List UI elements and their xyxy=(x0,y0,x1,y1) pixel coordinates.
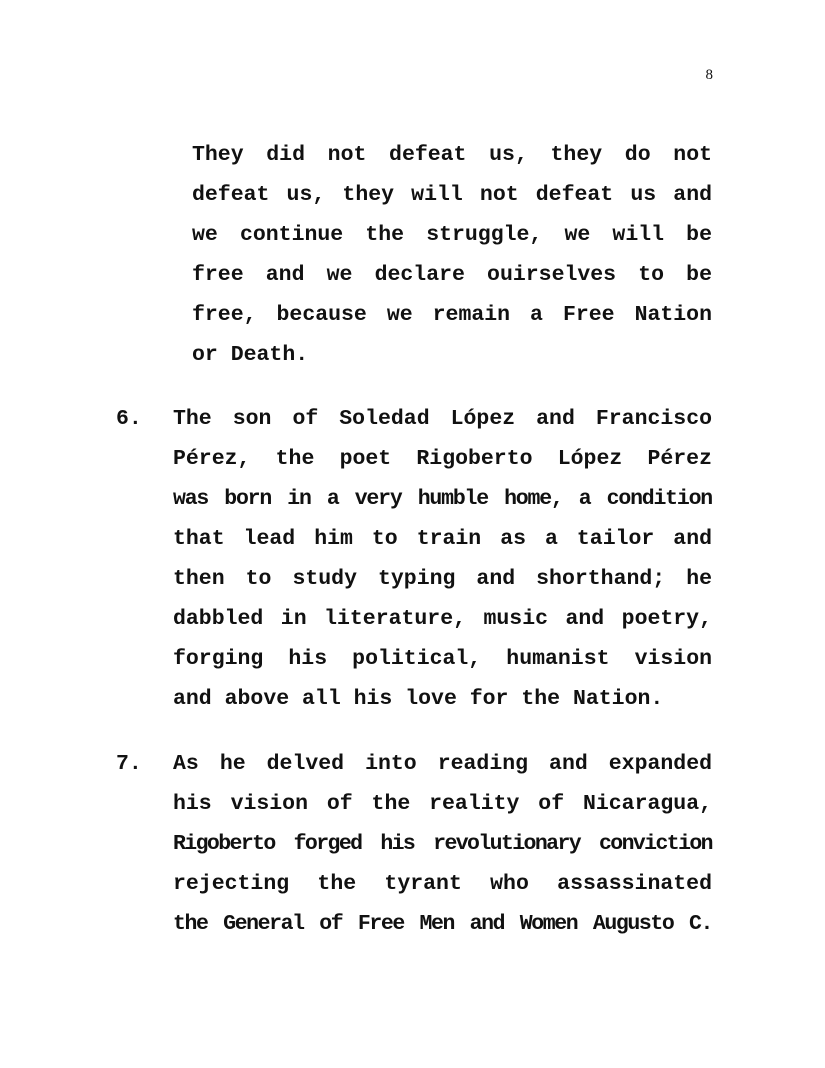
quote-line: free and we declare ouirselves to be xyxy=(192,263,712,287)
paragraph-line: then to study typing and shorthand; he xyxy=(173,567,712,591)
paragraph-body xyxy=(173,744,712,944)
quote-line: free, because we remain a Free Nation xyxy=(192,303,712,327)
quote-line: or Death. xyxy=(192,343,309,367)
paragraph-line: Rigoberto forged his revolutionary conviction xyxy=(173,832,712,856)
paragraph-line: that lead him to train as a tailor and xyxy=(173,527,712,551)
paragraph-line: As he delved into reading and expanded xyxy=(173,752,712,776)
paragraph-line: The son of Soledad López and Francisco xyxy=(173,407,712,431)
paragraph-line: his vision of the reality of Nicaragua, xyxy=(173,792,712,816)
paragraph-line: Pérez, the poet Rigoberto López Pérez xyxy=(173,447,712,471)
paragraph-body xyxy=(173,399,712,719)
paragraph-line: forging his political, humanist vision xyxy=(173,647,712,671)
quote-line: They did not defeat us, they do not xyxy=(192,143,712,167)
paragraph-line: dabbled in literature, music and poetry, xyxy=(173,607,712,631)
paragraph-line: and above all his love for the Nation. xyxy=(173,687,664,711)
block-quote xyxy=(192,135,712,375)
paragraph-line: rejecting the tyrant who assassinated xyxy=(173,872,712,896)
paragraph-line: the General of Free Men and Women Augusto C. xyxy=(173,912,712,936)
page-number: 8 xyxy=(705,67,713,83)
paragraph-number: 7. xyxy=(116,752,142,776)
paragraph-number: 6. xyxy=(116,407,142,431)
quote-line: defeat us, they will not defeat us and xyxy=(192,183,712,207)
paragraph-line: was born in a very humble home, a condition xyxy=(173,487,712,511)
quote-line: we continue the struggle, we will be xyxy=(192,223,712,247)
